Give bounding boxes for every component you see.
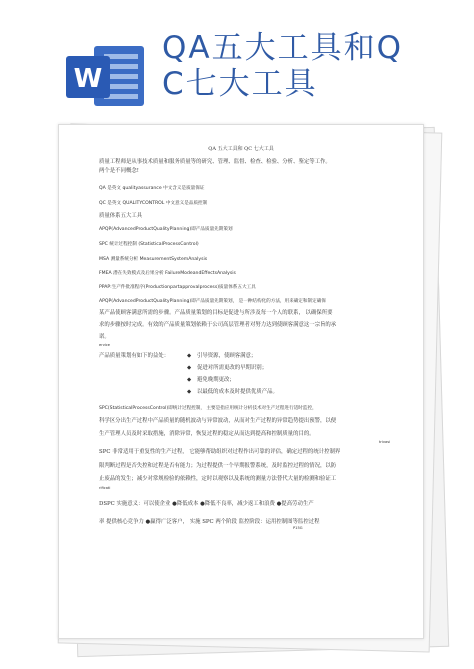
doc-line: 产品质量策划有如下的益处：: [99, 353, 170, 359]
doc-line: SPC 统计过程控制 (StatisticalProcessControl): [99, 242, 199, 247]
doc-line: 率 提供核心竞争力 ●赢得广泛客户， 实施 SPC 两个阶段 监控阶段：运用控制图等监控过程: [99, 519, 320, 525]
doc-line: 质量工程师是从事技术质量和服务质量等的研究、管理、监督、检查、检验、分析、鉴定等工作。: [99, 159, 331, 165]
doc-line: 质量体系五大工具: [99, 213, 143, 219]
bullet-text: 以最低的成本及时提供优质产品。: [197, 389, 278, 395]
bullet-item: [187, 377, 235, 384]
bullet-icon: ◆: [187, 365, 192, 371]
bullet-text: 引导资源，使顾客满意；: [197, 353, 257, 359]
doc-line: 生产管理人员及时采取措施，消除异常，恢复过程的稳定从而达到提高和控制质量的目的。: [99, 431, 315, 437]
bullet-text: 促进对所需更改的早期识别；: [197, 365, 268, 371]
bullet-item: [187, 365, 267, 372]
page-title: [162, 30, 462, 102]
doc-line: SPC(StatisticalProcessControl)即统计过程控制， 主要是指应用统计分析技术对生产过程进行适时监控，: [99, 406, 317, 411]
doc-line: QA 是英文 qualityassurance 中文含义是质量保证: [99, 186, 205, 191]
doc-line: 止废品的发生；减少对常规检验的依赖性，定时以观察以及系统的测量方法替代大量的检测和验证工: [99, 476, 337, 482]
title-line-1: QA五大工具和Q: [162, 30, 404, 66]
bullet-item: [187, 389, 278, 396]
doc-line: 某产品使顾客满意所需的步骤。产品质量策划的目标是促进与所涉及每一个人的联系， 以确保所要: [99, 310, 333, 316]
header: [0, 0, 474, 122]
doc-line: MSA 测量系统分析 MeasurementSystemAnalysis: [99, 257, 208, 262]
doc-line: DSPC 实施意义：可以使企业 ●降低成本 ●降低不良率，减少返工和浪费 ●提高劳动生产: [99, 501, 314, 507]
bullet-item: [187, 353, 256, 360]
doc-line: PPAP:生产件批准程序(Productionpartapprovalprocess)质量体系五大工具: [99, 285, 256, 290]
doc-line: 诺。: [99, 334, 110, 340]
bullet-icon: ◆: [187, 377, 192, 383]
small-note: ervice: [99, 343, 111, 347]
doc-line: 限判断过程是否失控和过程是否有能力；为过程提供一个早期报警系统，及时监控过程的情况，以防: [99, 463, 337, 469]
bullet-icon: ◆: [187, 389, 192, 395]
doc-line: QC 是英文 QUALITYCONTROL 中文意义是品质控制: [99, 201, 208, 206]
doc-line: 两个是不同概念!: [99, 168, 139, 174]
document-heading: QA 五大工具和 QC 七大工具: [208, 146, 274, 152]
doc-line: 求的步骤按时完成。有效的产品质量策划依赖于公司高层管理者对努力达到使顾客满意这一宗旨的承: [99, 322, 337, 328]
small-note: P15G: [293, 526, 303, 530]
doc-line: APQP(AdvancedProductQualityPlanning)即产品质量先期策划， 是一种结构化的方法，用来确定和制定确保: [99, 299, 326, 304]
doc-line: APQP(AdvancedProductQualityPlanning)即产品质量先期策划: [99, 227, 233, 232]
title-line-2: C七大工具: [162, 66, 318, 102]
doc-line: SPC 非常适用于重复性的生产过程， 它能够帮助组织对过程作出可靠的评估，确定过程的统计控制界: [99, 449, 341, 455]
document-page: [58, 124, 424, 639]
small-note: trivasi: [379, 440, 391, 444]
svg-text:W: W: [73, 64, 103, 94]
bullet-text: 避免晚期更改；: [197, 377, 235, 383]
bullet-icon: ◆: [187, 353, 192, 359]
doc-line: FMEA 潜在失效模式及后果分析 FailureModeandEffectsAnalysis: [99, 271, 236, 276]
word-document-icon: [64, 40, 146, 112]
doc-line: 科学区分出生产过程中产品质量的随机波动与异常波动，从而对生产过程的异常趋势提出预警，以便: [99, 418, 337, 424]
small-note: rificati: [99, 486, 111, 490]
